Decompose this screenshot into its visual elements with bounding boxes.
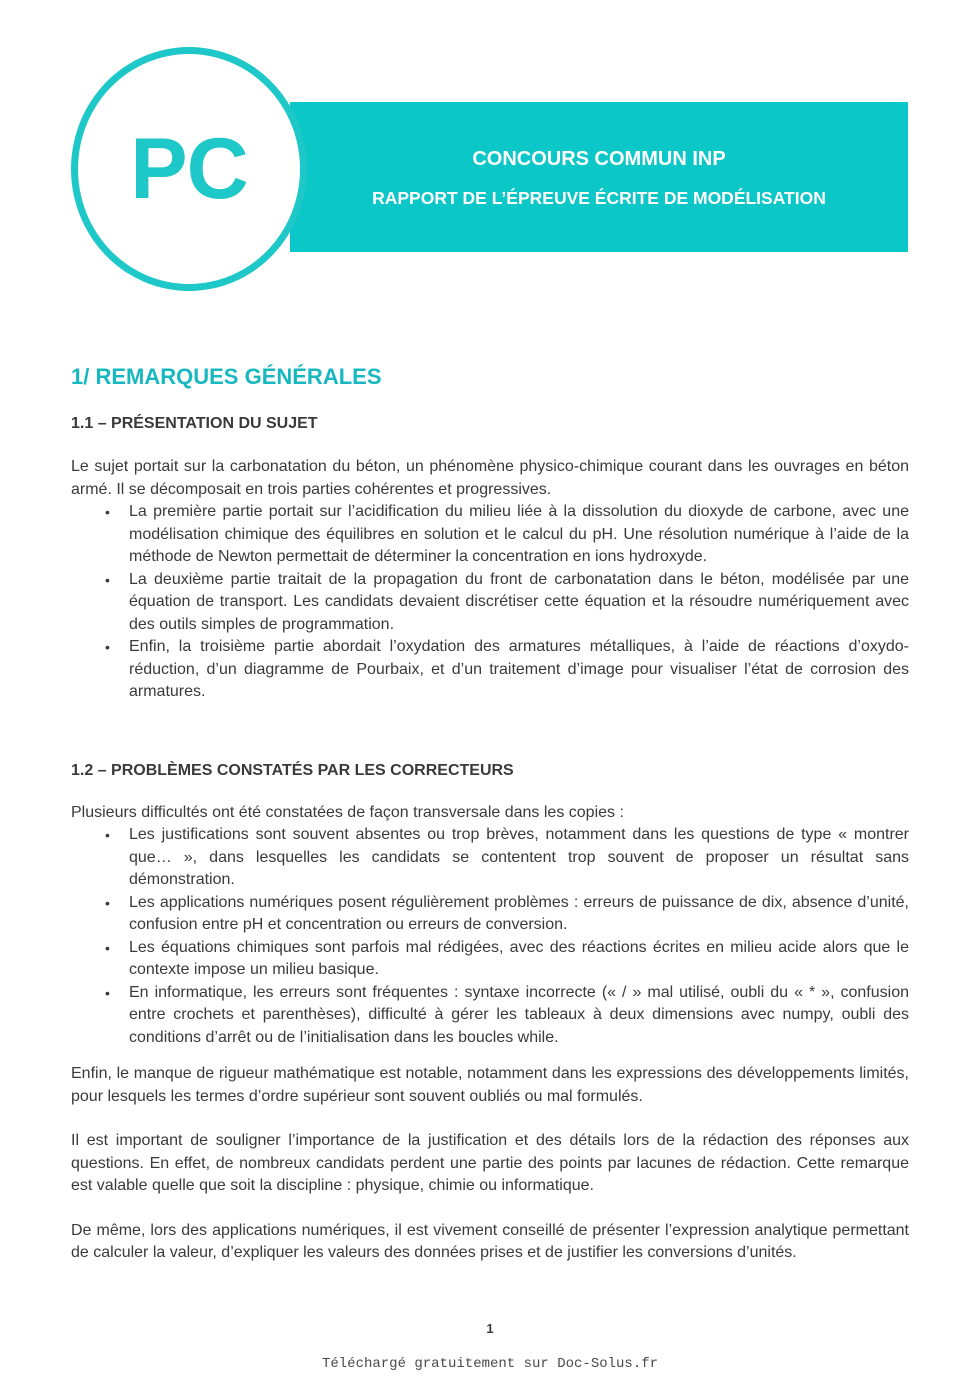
- header-banner: [290, 102, 908, 252]
- presentation-intro: Le sujet portait sur la carbonatation du béton, un phénomène physico-chimique courant dans les ouvrages en béton armé. Il se décomposait en trois parties cohérentes et progressives.: [71, 458, 909, 498]
- document-body: [71, 362, 909, 1265]
- problems-list: [71, 824, 909, 1049]
- paragraph-justification: Il est important de souligner l’importance de la justification et des détails lors de la rédaction des réponses aux questions. En effet, de nombreux candidats perdent une partie des points par lacunes de rédaction. Cette remarque est valable quelle que soit la discipline : physique, chimie ou informatique.: [71, 1132, 909, 1194]
- banner-title: CONCOURS COMMUN INP: [472, 148, 726, 170]
- banner-subtitle: RAPPORT DE L’ÉPREUVE ÉCRITE DE MODÉLISATION: [372, 188, 826, 208]
- list-item: • Enfin, la troisième partie abordait l’oxydation des armatures métalliques, à l’aide de réactions d’oxydo-réduction, d’un diagramme de Pourbaix, et d’un traitement d’image pour visualiser l’état de corrosion des armatures.: [71, 636, 909, 704]
- list-item: • La première partie portait sur l’acidification du milieu liée à la dissolution du dioxyde de carbone, avec une modélisation chimique des équilibres en solution et le calcul du pH. Une résolution numérique à l’aide de la méthode de Newton permettait de déterminer la concentration en ions hydroxyde.: [71, 501, 909, 569]
- list-item: • En informatique, les erreurs sont fréquentes : syntaxe incorrecte (« / » mal utilisé, oubli du « * », confusion entre crochets et parenthèses), difficulté à gérer les tableaux à deux dimensions avec numpy, oubli des conditions d’arrêt ou de l’initialisation dans les boucles while.: [71, 982, 909, 1050]
- list-item: • Les applications numériques posent régulièrement problèmes : erreurs de puissance de dix, absence d’unité, confusion entre pH et concentration ou erreurs de conversion.: [71, 892, 909, 937]
- list-item: • Les équations chimiques sont parfois mal rédigées, avec des réactions écrites en milieu acide alors que le contexte impose un milieu basique.: [71, 937, 909, 982]
- problems-intro: Plusieurs difficultés ont été constatées de façon transversale dans les copies :: [71, 803, 624, 821]
- list-item: • La deuxième partie traitait de la propagation du front de carbonatation dans le béton, modélisée par une équation de transport. Les candidats devaient discrétiser cette équation et la résoudre numériquement avec des outils simples de programmation.: [71, 569, 909, 637]
- subsection-title-presentation: 1.1 – PRÉSENTATION DU SUJET: [71, 415, 318, 432]
- paragraph-applications: De même, lors des applications numériques, il est vivement conseillé de présenter l’expression analytique permettant de calculer la valeur, d’expliquer les valeurs des données prises et de justifier les conversions d’unités.: [71, 1221, 909, 1261]
- subsection-title-problems: 1.2 – PROBLÈMES CONSTATÉS PAR LES CORRECTEURS: [71, 761, 514, 779]
- footer-download-notice: Téléchargé gratuitement sur Doc-Solus.fr: [321, 1356, 659, 1372]
- page-number: 1: [486, 1321, 494, 1336]
- section-title: 1/ REMARQUES GÉNÉRALES: [71, 364, 382, 389]
- presentation-list: [71, 501, 909, 704]
- paragraph-rigueur: Enfin, le manque de rigueur mathématique est notable, notamment dans les expressions des développements limités, pour lesquels les termes d’ordre supérieur sont souvent oubliés ou mal formulés.: [71, 1065, 909, 1105]
- pc-logo-text: PC: [130, 121, 248, 217]
- list-item: • Les justifications sont souvent absentes ou trop brèves, notamment dans les questions de type « montrer que… », dans lesquelles les candidats se contentent trop souvent de proposer un résultat sans démonstration.: [71, 824, 909, 892]
- pc-logo-circle: [71, 47, 307, 291]
